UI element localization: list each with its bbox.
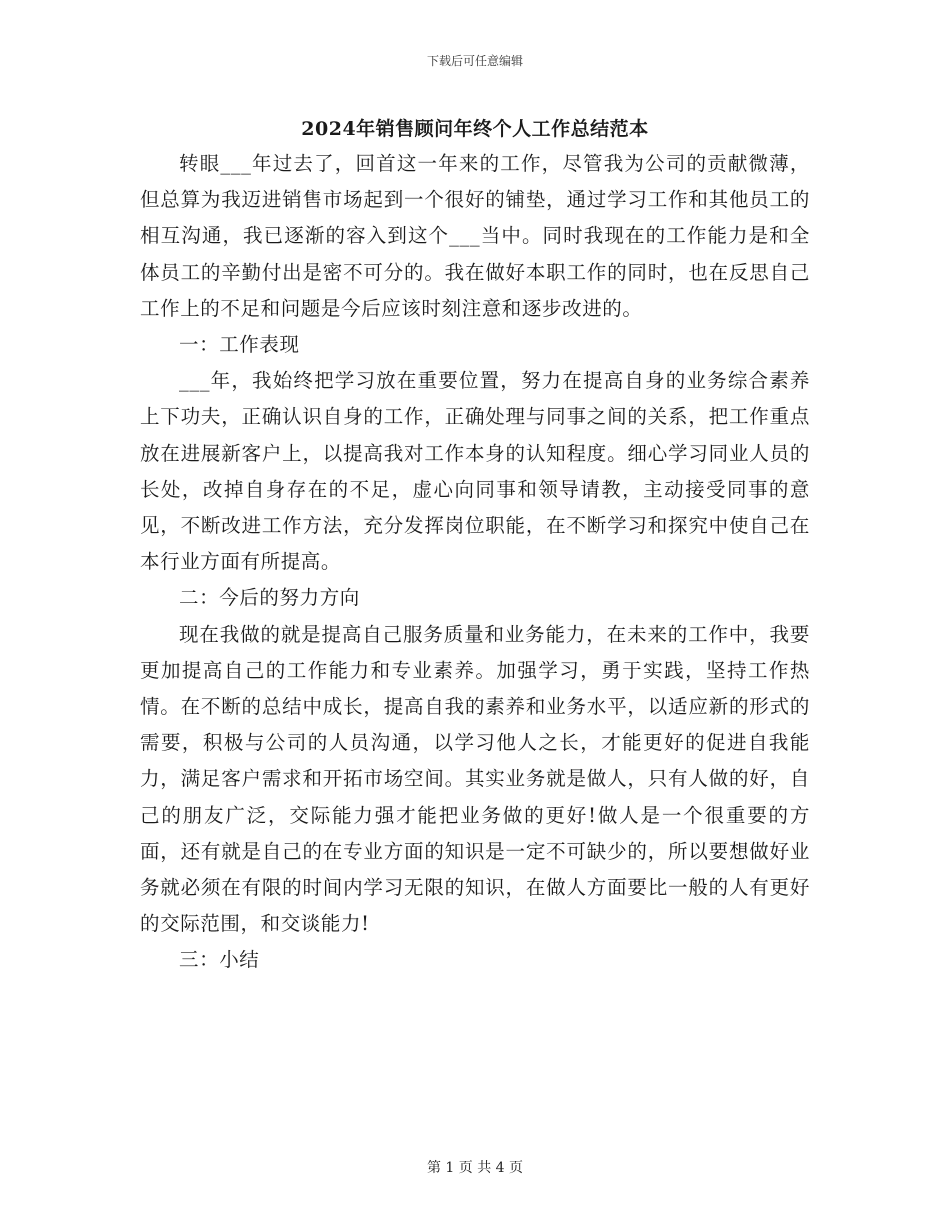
section-heading-future-direction: 二：今后的努力方向: [179, 586, 360, 610]
document-title: 2024年销售顾问年终个人工作总结范本: [301, 118, 649, 140]
page-number-footer: 第 1 页 共 4 页: [426, 1160, 524, 1176]
page-header-note: 下载后可任意编辑: [426, 54, 523, 68]
future-direction-paragraph: 现在我做的就是提高自己服务质量和业务能力，在未来的工作中，我要更加提高自己的工作能力和专业素养。加强学习，勇于实践，坚持工作热情。在不断的总结中成长，提高自我的素养和业务水平，以适应新的形式的需要，积极与公司的人员沟通，以学习他人之长，才能更好的促进自我能力，满足客户需求和开拓市场空间。其实业务就是做人，只有人做的好，自己的朋友广泛，交际能力强才能把业务做的更好!做人是一个很重要的方面，还有就是自己的在专业方面的知识是一定不可缺少的，所以要想做好业务就必须在有限的时间内学习无限的知识，在做人方面要比一般的人有更好的交际范围，和交谈能力!: [140, 622, 810, 936]
section-heading-work-performance: 一：工作表现: [179, 333, 300, 357]
document-body: [140, 146, 810, 979]
intro-paragraph: 转眼___年过去了，回首这一年来的工作，尽管我为公司的贡献微薄，但总算为我迈进销售市场起到一个很好的铺垫，通过学习工作和其他员工的相互沟通，我已逐渐的容入到这个___当中。同时我现在的工作能力是和全体员工的辛勤付出是密不可分的。我在做好本职工作的同时，也在反思自己工作上的不足和问题是今后应该时刻注意和逐步改进的。: [140, 152, 810, 320]
work-performance-paragraph: ___年，我始终把学习放在重要位置，努力在提高自身的业务综合素养上下功夫，正确认识自身的工作，正确处理与同事之间的关系，把工作重点放在进展新客户上，以提高我对工作本身的认知程度。细心学习同业人员的长处，改掉自身存在的不足，虚心向同事和领导请教，主动接受同事的意见，不断改进工作方法，充分发挥岗位职能，在不断学习和探究中使自己在本行业方面有所提高。: [140, 369, 810, 574]
section-heading-summary: 三：小结: [179, 948, 260, 972]
